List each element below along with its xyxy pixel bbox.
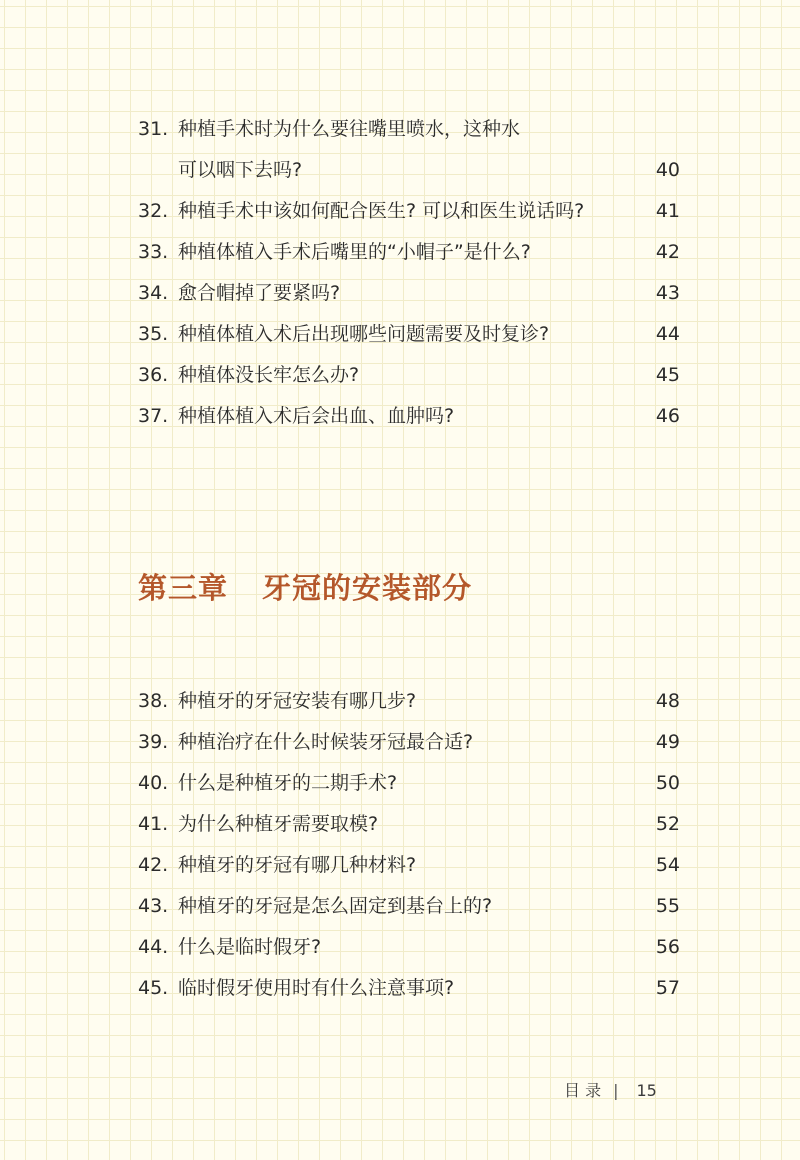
- entry-title: 种植手术中该如何配合医生? 可以和医生说话吗?: [178, 200, 585, 222]
- entry-number: 35.: [138, 323, 169, 345]
- entry-title: 种植治疗在什么时候装牙冠最合适?: [178, 731, 474, 753]
- entry-title: 种植体植入术后出现哪些问题需要及时复诊?: [178, 323, 550, 345]
- toc-entry[interactable]: [138, 191, 682, 232]
- entry-number: 41.: [138, 813, 169, 835]
- toc-entry[interactable]: [138, 314, 682, 355]
- toc-section-top: [138, 109, 682, 437]
- entry-number: 40.: [138, 772, 169, 794]
- entry-title: 种植牙的牙冠是怎么固定到基台上的?: [178, 895, 493, 917]
- entry-page-number: 54: [655, 854, 680, 876]
- footer-page-number: 15: [636, 1081, 657, 1100]
- chapter-title: 牙冠的安装部分: [262, 571, 473, 605]
- chapter-heading: [138, 566, 472, 607]
- entry-page-number: 42: [655, 241, 680, 263]
- entry-number: 32.: [138, 200, 169, 222]
- entry-page-number: 45: [655, 364, 680, 386]
- toc-entry[interactable]: [138, 681, 682, 722]
- entry-title: 种植牙的牙冠安装有哪几步?: [178, 690, 417, 712]
- toc-entry[interactable]: [138, 968, 682, 1009]
- entry-page-number: 50: [655, 772, 680, 794]
- entry-title: 临时假牙使用时有什么注意事项?: [178, 977, 455, 999]
- toc-entry[interactable]: [138, 845, 682, 886]
- entry-page-number: 48: [655, 690, 680, 712]
- entry-title: 什么是临时假牙?: [178, 936, 322, 958]
- entry-number: 38.: [138, 690, 169, 712]
- entry-title: 种植体没长牢怎么办?: [178, 364, 360, 386]
- entry-page-number: 52: [655, 813, 680, 835]
- entry-number: 45.: [138, 977, 169, 999]
- entry-number: 42.: [138, 854, 169, 876]
- entry-page-number: 44: [655, 323, 680, 345]
- entry-title: 种植牙的牙冠有哪几种材料?: [178, 854, 417, 876]
- entry-page-number: 55: [655, 895, 680, 917]
- entry-number: 37.: [138, 405, 169, 427]
- chapter-label: 第三章: [138, 571, 229, 605]
- entry-number: 36.: [138, 364, 169, 386]
- footer-section-label: 目 录: [564, 1081, 602, 1100]
- entry-page-number: 56: [655, 936, 680, 958]
- entry-page-number: 43: [655, 282, 680, 304]
- toc-entry[interactable]: [138, 273, 682, 314]
- toc-entry[interactable]: [138, 722, 682, 763]
- page-footer: [564, 1078, 657, 1101]
- entry-number: 43.: [138, 895, 169, 917]
- entry-title: 为什么种植牙需要取模?: [178, 813, 379, 835]
- entry-title-continued: 可以咽下去吗?: [178, 159, 303, 181]
- entry-page-number: 57: [655, 977, 680, 999]
- entry-number: 44.: [138, 936, 169, 958]
- entry-number: 33.: [138, 241, 169, 263]
- entry-title: 种植体植入术后会出血、血肿吗?: [178, 405, 455, 427]
- toc-entry[interactable]: [138, 927, 682, 968]
- toc-section-bottom: [138, 681, 682, 1009]
- entry-page-number: 46: [655, 405, 680, 427]
- toc-entry[interactable]: [138, 355, 682, 396]
- entry-number: 34.: [138, 282, 169, 304]
- entry-title: 愈合帽掉了要紧吗?: [178, 282, 341, 304]
- entry-page-number: 40: [655, 159, 680, 181]
- entry-number: 39.: [138, 731, 169, 753]
- toc-entry[interactable]: [138, 763, 682, 804]
- entry-page-number: 49: [655, 731, 680, 753]
- footer-separator: |: [613, 1081, 619, 1100]
- entry-page-number: 41: [655, 200, 680, 222]
- toc-entry[interactable]: [138, 396, 682, 437]
- entry-title: 种植手术时为什么要往嘴里喷水，这种水: [178, 118, 521, 140]
- toc-entry[interactable]: [138, 232, 682, 273]
- toc-entry[interactable]: [138, 804, 682, 845]
- entry-number: 31.: [138, 118, 169, 140]
- toc-entry[interactable]: [138, 886, 682, 927]
- entry-title: 种植体植入手术后嘴里的“小帽子”是什么?: [178, 241, 531, 263]
- entry-title: 什么是种植牙的二期手术?: [178, 772, 398, 794]
- toc-entry[interactable]: [138, 109, 682, 191]
